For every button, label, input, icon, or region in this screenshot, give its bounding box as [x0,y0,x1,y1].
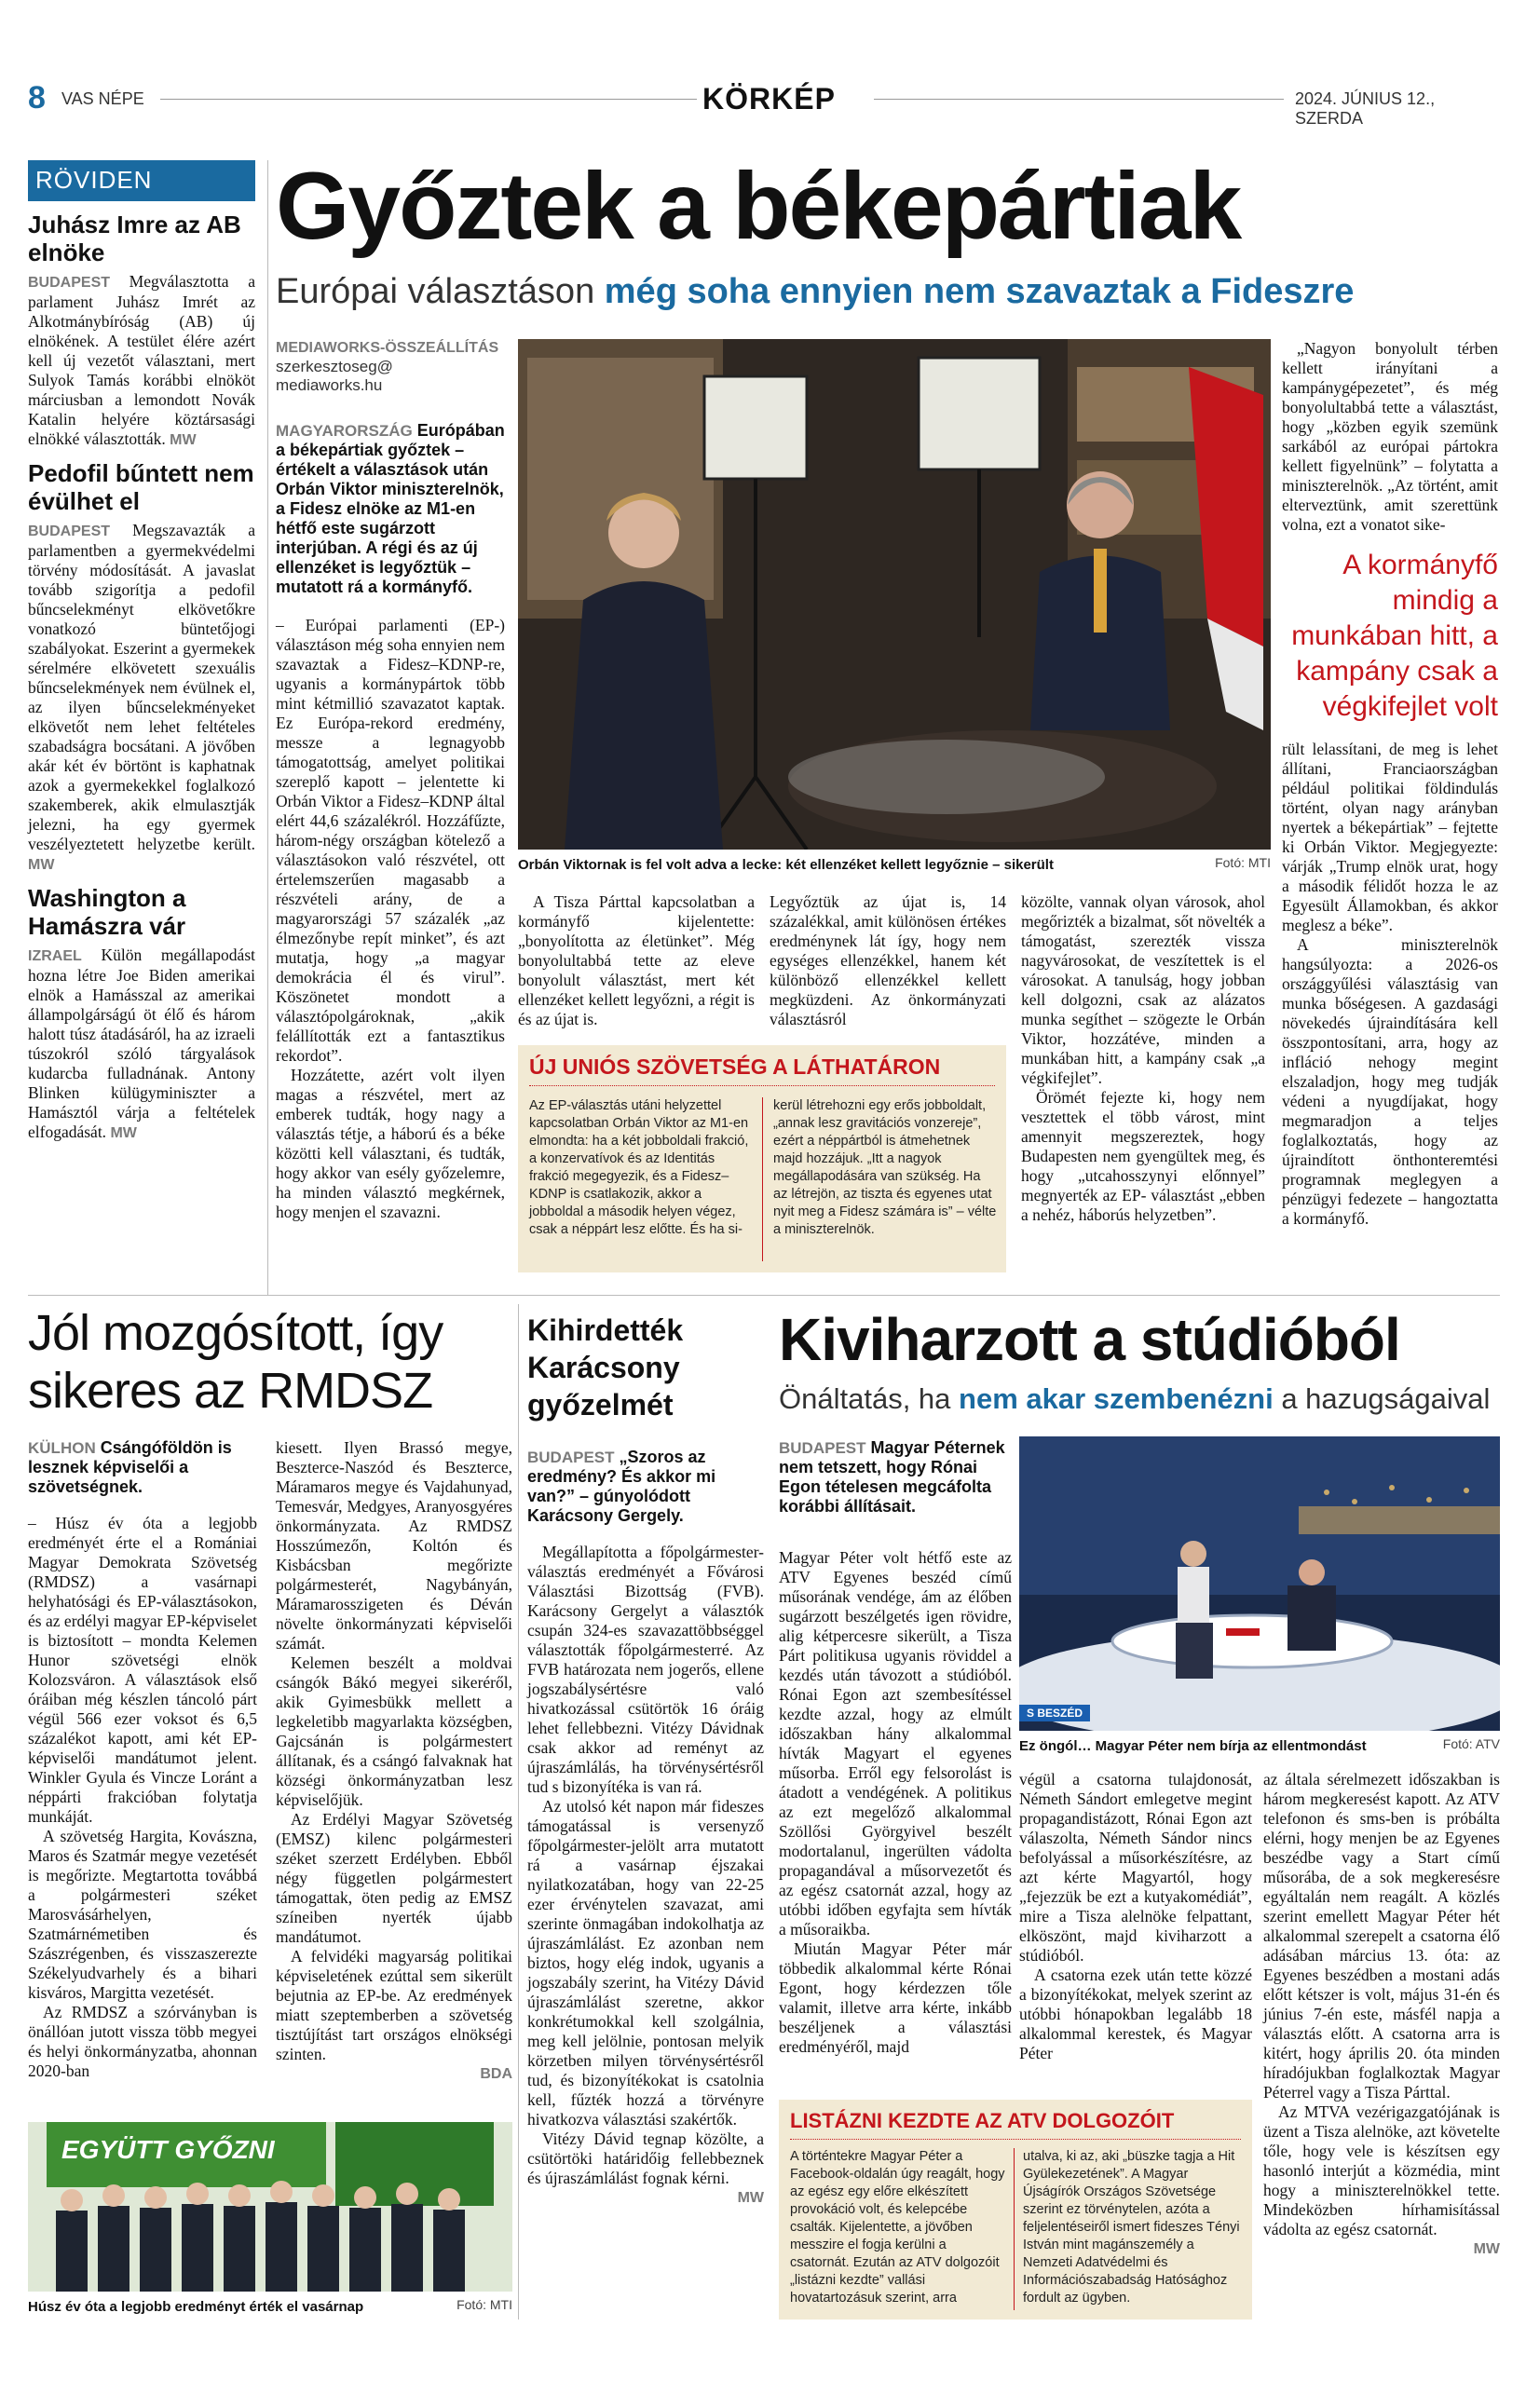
brief-item [28,884,255,1143]
main-subheadline: Európai választáson még soha ennyien nem szavaztak a Fideszre [276,272,1355,311]
paragraph: Az RMDSZ a szórványban is önállóan jutott vissza több megyei és helyi önkormányzatba, ahonnan 2020-ban [28,2003,257,2080]
studio-lead: BUDAPEST Magyar Péternek nem tetszett, hogy Rónai Egon tételesen megcáfolta korábbi állításait. [779,1438,1005,1516]
signature: MW [28,857,55,873]
brief-text: Külön megállapodást hozna létre Joe Biden amerikai elnök a Hamásszal az amerikai állampolgárságú öt élő és három halott túsz átadásáról, ha az izraeli túszokról szóló tárgyalások kudarcba fulladnának. Antony Blinken külügyminiszter a Hamásztól várja a feltételek elfogadását. [28,946,255,1141]
atv-box: LISTÁZNI KEZDTE AZ ATV DOLGOZÓIT A történtekre Magyar Péter a Facebook-oldalán úgy reagált, hogy az egész egy előre elkészített provokáció volt, és kelepcébe csalták. Kijelentette, a jövőben messzire el fogja kerülni a csatornát. Ezután az ATV dolgozóit „listázni kezdte” vallási hovatartozásuk szerint, arra utalva, ki az, aki „büszke tagja a Hit Gyülekezetének”. A Magyar Újságírók Országos Szövetsége szerint ez törvénytelen, azóta a feljelentéseiről ismert fideszes Tényi István mint magánszemély a Nemzeti Adatvédelmi és Információszabadság Hatósághoz fordult az ügyben. [779,2100,1252,2320]
rmdsz-banner-text: EGYÜTT GYŐZNI [61,2135,275,2164]
brief-title: Washington a Hamászra vár [28,884,186,940]
interview-scene [518,339,1271,850]
main-photo-caption: Orbán Viktornak is fel volt adva a lecke: két ellenzéket kellett legyőznie – sikerült Fotó: MTI [518,855,1271,873]
main-body-col1 [276,616,505,1222]
rmdsz-headline: Jól mozgósított, így sikeres az RMDSZ [28,1305,443,1419]
signature: MW [737,2190,764,2206]
alliance-box-title: ÚJ UNIÓS SZÖVETSÉG A LÁTHATÁRON [529,1054,995,1086]
atv-box-title: LISTÁZNI KEZDTE AZ ATV DOLGOZÓIT [790,2109,1241,2140]
paper-name: VAS NÉPE [61,89,144,108]
signature: MW [170,432,197,448]
rmdsz-photo [28,2122,512,2292]
brief-title: Juhász Imre az AB elnöke [28,211,241,266]
main-photo [518,339,1271,850]
alliance-box-col2: kerül létrehozni egy erős jobboldalt, „annak lesz gravitációs vonzereje”, ezért a néppártból is átmehetnek majd hozzájuk. „Itt a nagyok megállapodására van szükség. Ha az létrejön, az tiszta és egyenes utat nyit meg a Fidesz számára is” – vélte a miniszterelnök. [773,1098,997,1237]
studio-headline: Kiviharzott a stúdióból [779,1306,1400,1373]
paragraph: – Európai parlamenti (EP-) választáson még soha ennyien nem szavaztak a Fidesz–KDNP-re, ugyanis a kormánypártok több mint kétmillió szavazatot kaptak. Ez Európa-rekord eredmény, messze a legnagyobb támogatottság, amelyet politikai szereplő kapott – jelentette ki Orbán Viktor a Fidesz–KDNP által elért 44,6 százalékról. Hozzáfűzte, három-négy országban kötelező a választásokon való részvétel, ott értelemszerűen magasabb a részvételi arány, de a magyarországi 57 százalék „az élmezőnybe repít minket”, és azt mutatja, hogy „a magyar demokrácia él és virul”. Köszönetet mondott a választópolgároknak, „akik felállították ezt a fantasztikus rekordot”. [276,616,505,1065]
brief-text: Megválasztotta a parlament Juhász Imrét az Alkotmánybíróság (AB) új elnökének. A testület élére azért kell új vezetőt választani, mert Sulyok Tamás korábbi elnököt márciusban a lemondott Novák Katalin helyére köztársasági elnökké választották. [28,272,255,448]
briefs-list [28,211,255,1143]
studio-photo-caption: Ez öngól… Magyar Péter nem bírja az ellentmondást Fotó: ATV [1019,1736,1500,1754]
studio-col1: Magyar Péter volt hétfő este az ATV Egyenes beszéd című műsorának vendége, ám az élőben sugárzott beszélgetés igen rövidre, alig kétpercesre sikerült, a Tisza Párt politikusa ugyanis röviddel a kezdés után távozott a stúdióból. Rónai Egon azt szembesítéssel kezdte azzal, hogy az elmúlt időszakban hány alkalommal hívták Magyart el egyenes műsorba. Erről egy felsorolást is átadott a vendégének. A politikus az ezt megelőző alkalommal Szöllősi Györgyivel beszélt modortalanul, ingerülten vádolta propagandával a műsorvezetőt és az egész csatornát azzal, hogy az utóbbi időben egyfajta sem hívták a műsoraikba. Miután Magyar Péter már többedik alkalommal kérte Rónai Egont, hogy kérdezzen tőle valamit, illetve arra kérte, inkább beszéljenek a választási eredményéről, majd [779,1548,1012,2056]
karacsony-article: Kihirdették Karácsony győzelmét BUDAPEST „Szoros az eredmény? És akkor mi van?” – gúnyolódott Karácsony Gergely. Megállapította a főpolgármester-választás eredményét a Fővárosi Választási Bizottság (FVB). Karácsony Gergelyt a választók csupán 324-es szavazattöbbséggel választották főpolgármesterré. Az FVB határozata nem jogerős, ellene jogszabálysértésre való hivatkozással csütörtök 16 óráig lehet fellebbezni. Vitézy Dávidnak csak akkor ad reményt az újraszámlálás, ha törvénysértésről tud s bizonyítéka is van rá. Az utolsó két napon már fideszes támogatással is versenyző főpolgármester-jelölt arra mutatott rá a vasárnap éjszakai nyilatkozatában, hogy van 22-25 ezer érvénytelen szavazat, ami szerinte önmagában indokolhatja az újraszámlálást. Ez azonban nem biztos, hogy elég indok, ugyanis a jogszabály szerint, ha Vitézy Dávid újraszámlálást szeretne, akkor konkrétumokkal kell szolgálnia, meg kell jelölnie, pontosan melyik körzetben milyen törvénysértésről tud, és bizonyítékokat is csatolnia kell, fűzték hozzá a törvényre hivatkozva választási szakértők. Vitézy Dávid tegnap közölte, a csütörtöki határidőig fellebbeznek és újraszámlálást fognak kérni. MW [527,1313,764,2206]
main-body-colC: közölte, vannak olyan városok, ahol megőrizték a bizalmat, sőt növelték a támogatást, szerezték vissza nagyvárosokat, de veszítettek is el városokat. A tanulság, hogy jobban kell dolgozni, csak az alázatos munka segíthet – szögezte le Orbán Viktor, hozzátéve, minden a munkában hitt, a kampány csak „a végkifejlet”. Örömét fejezte ki, hogy nem vesztettek el több várost, mint amennyit megszereztek, hogy Budapesten nem gyengültek meg, és hogy „utcahosszynyi előnnyel” megnyerték az EP- választást „ebben a nehéz, háborús helyzetben”. [1021,892,1265,1224]
rmdsz-lead-col: KÜLHON Csángóföldön is lesznek képviselői a szövetségnek. – Húsz év óta a legjobb eredményét érte el a Romániai Magyar Demokrata Szövetség (RMDSZ) a vasárnapi helyhatósági és EP-választásokon, és az erdélyi magyar EP-képviselet is biztosított – mondta Kelemen Hunor szövetségi elnök Kolozsváron. A választások első óráiban még készlen táncoló párt végül 566 ezer voksot és 6,5 százalékot kapott, ami két EP-képviselői mandátumot jelent. Winkler Gyula és Vincze Loránt a néppárti frakcióban folytatja munkáját. A szövetség Hargita, Kovászna, Maros és Szatmár megye vezetését is megőrizte. Megtartotta továbbá a polgármesteri széket Marosvásárhelyen, Szatmárnémetiben és Szászrégenben, és visszaszerezte Székelyudvarhely és a bihari kisváros, Margitta vezetését. Az RMDSZ a szórványban is önállóan jutott vissza több megyei és helyi önkormányzatba, ahonnan 2020-ban [28,1438,257,2080]
brief-kicker: IZRAEL [28,948,82,964]
paragraph: Hozzátette, azért volt ilyen magas a részvétel, mert az emberek tudták, hogy nagy a választás tétje, a háború és a béke közötti kell választani, és tudták, hogy akkor van esély győzelemre, ha minden választó megkérnek, hogy menjen el szavazni. [276,1066,505,1221]
main-body-colB: Legyőztük az újat is, 14 százalékkal, amit különösen értékes eredménynek lát így, hogy nem egységes ellenzékkel, hanem két különböző ellenzékkel kellett megküzdeni. Az önkormányzati választásról [770,892,1006,1028]
paragraph: Az utolsó két napon már fideszes támogatással is versenyző főpolgármester-jelölt arra mutatott rá a vasárnap éjszakai nyilatkozatában, hogy van 22-25 ezer érvénytelen szavazat, ami szerinte önmagában indokolhatja az újraszámlálást. Ez azonban nem biztos, hogy elég indok, ugyanis a jogszabály szerint, ha Vitézy Dávid újraszámlálást szeretne, akkor konkrétumokkal kell szolgálnia, meg kell jelölnie, pontosan melyik körzetben milyen törvénysértésről tud, és bizonyítékokat is csatolnia kell, fűzték hozzá a törvényre hivatkozva választási szakértők. [527,1797,764,2129]
studio-col3: az általa sérelmezett időszakban is három megkeresést kapott. Az ATV telefonon és sms-ben is próbálta elérni, hogy menjen be az Egyenes beszédbe vagy a Start című műsorába, de a sok megkeresésre egyáltalán nem reagált. A közlés szerint emellett Magyar Péter hét alkalommal szerepelt a csatorna élő adásában március 13. óta: az Egyenes beszédben a mostani adás előtt kétszer is volt, május 31-én és június 7-én este, másfél napja a választás előtt. A csatorna arra is kitért, hogy április 20. óta minden híradójukban foglalkoztak Magyar Péterrel vagy a Tisza Párttal. Az MTVA vezérigazgatójának is üzent a Tisza alelnöke, azt követelte tőle, hogy vele is készítsen egy hasonló interjút a közmédia, mint hogy a miniszterelnökkel tette. Mindeközben hírhamisítással vádolta az egész csatornát. MW [1263,1770,1500,2257]
page-number: 8 [28,80,46,116]
brief-text: Megszavazták a parlamentben a gyermekvédelmi törvény módosítását. A javaslat tovább szigorítja a pedofil bűncselekményt elkövetőkre vonatkozó büntetőjogi szabályokat. Eszerint a gyermekek sérelmére elkövetett szexuális bűncselekmények nem évülnek el, az ilyen bűncselekményeket elkövetőt nem lehet feltételes szabadságra bocsátani. A jövőben akár két év börtönt is kaphatnak azok a gyermekekkel foglalkozó szakemberek, akik elmulasztják jelezni, ha egy gyermek veszélyeztetett helyzetbe került. [28,521,255,853]
byline-name: MEDIAWORKS-ÖSSZEÁLLÍTÁS [276,340,499,356]
brief-title: Pedofil bűntett nem évülhet el [28,459,254,515]
section-name: KÖRKÉP [702,82,836,116]
paragraph: Az Erdélyi Magyar Szövetség (EMSZ) kilenc polgármesteri széket szerzett Erdélyben. Ebből négy független polgármestert támogattak, öten pedig az EMSZ színeiben nyerték újabb mandátumot. [276,1810,512,1946]
karacsony-headline: Kihirdették Karácsony győzelmét [527,1313,684,1422]
paragraph: rült lelassítani, de meg is lehet állítani, Franciaországban például politikai földindulás történt, olyan nagy arányban nyertek a békepártiak” – fejtette ki Orbán Viktor. Megjegyezte: várják „Trump elnök urat, hogy a második félidőt hozza le az Egyesült Államokban, és akkor meglesz a béke”. [1282,740,1498,934]
tv-studio-scene [1019,1436,1500,1731]
main-lead-column: MEDIAWORKS-ÖSSZEÁLLÍTÁS szerkesztoseg@ mediaworks.hu MAGYARORSZÁG Európában a békepártiak győztek – értékelt a választások után Orbán Viktor miniszterelnök, a Fidesz elnöke az M1-en hétfő este sugárzott interjúban. A régi és az új ellenzéket is legyőztük – mutatott rá a kormányfő. – Európai parlamenti (EP-) választáson még soha ennyien nem szavaztak a Fidesz–KDNP-re, ugyanis a kormánypártok több mint kétmillió szavazatot kaptak. Ez Európa-rekord eredmény, messze a legnagyobb támogatottság, amelyet politikai szereplő kapott – jelentette ki Orbán Viktor a Fidesz–KDNP által elért 44,6 százalékról. Hozzáfűzte, három-négy országban kötelező a választásokon való részvétel, ott értelemszerűen magasabb a részvételi arány, de a magyarországi 57 százalék „az élmezőnybe repít minket”, és azt mutatja, hogy „a magyar demokrácia él és virul”. Köszönetet mondott a választópolgároknak, „akik felállították ezt a fantasztikus rekordot”. Hozzátette, azért volt ilyen magas a részvétel, mert az emberek tudták, hogy nagy a választás tétje, a háború és a béke közötti kell választani, és tudták, hogy akkor van esély győzelemre, ha minden választó megkérnek, hogy menjen el szavazni. [276,340,505,1221]
tv-lower-third: S BESZÉD [1019,1705,1090,1721]
page-header [28,80,1500,128]
pull-quote: A kormányfő mindig a munkában hitt, a kampány csak a végkifejlet volt [1291,550,1498,722]
brief-kicker: BUDAPEST [28,275,111,291]
main-lead: MAGYARORSZÁG Európában a békepártiak győztek – értékelt a választások után Orbán Viktor miniszterelnök, a Fidesz elnöke az M1-en hétfő este sugárzott interjúban. A régi és az új ellenzéket is legyőztük – mutatott rá a kormányfő. [276,421,505,596]
briefs-label: RÖVIDEN [28,160,255,201]
paragraph: Kelemen beszélt a moldvai csángók Bákó megyei sikeréről, akik Gyimesbükk mellett a legkeletibb magyarlakta községben, Gajcsánán is polgármestert állítanak, és a csángó falvaknak hat községi önkormányzatban lesz képviselőjük. [276,1653,512,1809]
alliance-box [518,1045,1006,1272]
studio-subheadline: Önáltatás, ha nem akar szembenézni a hazugságaival [779,1382,1491,1415]
rmdsz-photo-caption: Húsz év óta a legjobb eredményt érték el vasárnap Fotó: MTI [28,2297,512,2315]
paragraph: – Húsz év óta a legjobb eredményét érte el a Romániai Magyar Demokrata Szövetség (RMDSZ) a vasárnapi helyhatósági és EP-választásokon, és az erdélyi magyar EP-képviselet is biztosított – mondta Kelemen Hunor szövetségi elnök Kolozsváron. A választások első óráiban még készlen táncoló párt végül 566 ezer voksot és 6,5 százalékot kapott, ami két EP-képviselői mandátumot jelent. Winkler Gyula és Vincze Loránt a néppárti frakcióban folytatja munkáját. [28,1514,257,1826]
photo-credit: Fotó: MTI [1215,855,1271,870]
paragraph: A miniszterelnök hangsúlyozta: a 2026-os országgyűlési választásig van munka bőségesen. A gazdasági növekedés újraindítására kell összpontosítani, arra, hogy az infláció nehogy megint elszaladjon, hogy meg tudják védeni a nyugdíjakat, hogy megmaradjon a teljes foglalkoztatás, hogy az újraindított önthonteremtési programnak meglegyen a pénzügyi fedezete – hangoztatta a kormányfő. [1282,935,1498,1228]
paragraph: kiesett. Ilyen Brassó megye, Beszterce-Naszód és Beszterce, Máramaros megye és Vajdahunyad, Temesvár, Medgyes, Aranyosgyéres önkormányzata. Az RMDSZ Hosszúmezőn, Koltón és Kisbácsban megőrizte polgármesterét, Nagybányán, Máramarosszigeten és Déván növelte önkormányzati képviselői számát. [276,1438,512,1653]
briefs-column [28,160,255,1143]
brief-item [28,459,255,875]
main-right-column: „Nagyon bonyolult térben kellett irányítani a kampánygépezetet”, és még bonyolultabbá tette a választást, hogy „közben egyik szemünk sarkából az európai pártokra kellett figyelnünk” – folytatta a miniszterelnök. „Az történt, amit elterveztünk, amit szerettünk volna, ezt a vonatot sike- A kormányfő mindig a munkában hitt, a kampány csak a végkifejlet volt rült lelassítani, de meg is lehet állítani, Franciaországban például politikai földindulás történt, olyan nagy arányban nyertek a békepártiak” – fejtette ki Orbán Viktor. Megjegyezte: várják „Trump elnök urat, hogy a második félidőt hozza le az Egyesült Államokban, és akkor meglesz a béke”. A miniszterelnök hangsúlyozta: a 2026-os országgyűlési választásig van munka bőségesen. A gazdasági növekedés újraindítására kell összpontosítani, arra, hogy az infláció nehogy megint elszaladjon, hogy meg tudják védeni a nyugdíjakat, hogy megmaradjon a teljes foglalkoztatás, hogy az újraindított önthonteremtési programnak meglegyen a pénzügyi fedezete – hangoztatta a kormányfő. [1282,339,1498,1228]
byline-email[interactable]: szerkesztoseg@ [276,358,393,375]
rmdsz-col2 [276,1438,512,2084]
signature: MW [110,1125,137,1141]
main-body-colA: A Tisza Párttal kapcsolatban a kormányfő kijelentette: „bonyolította az életünket”. Még bonyolultabbá tette az eleve bonyolult választást, mert két ellenzéket kellett legyőzni, a régit is és az újat is. [518,892,755,1028]
paragraph: Vitézy Dávid tegnap közölte, a csütörtöki határidőig fellebbeznek és újraszámlálást fognak kérni. [527,2129,764,2187]
paragraph: A felvidéki magyarság politikai képviseletének ezúttal sem sikerült bejutnia az EP-be. Az eredmények miatt szeptemberben a szövetség tisztújítást tart országos elnökségi szinten. [276,1947,512,2063]
studio-photo [1019,1436,1500,1731]
paragraph: A szövetség Hargita, Kovászna, Maros és Szatmár megye vezetését is megőrizte. Megtartotta továbbá a polgármesteri széket Marosvásárhelyen, Szatmárnémetiben és Szászrégenben, és visszaszerezte Székelyudvarhely és a bihari kisváros, Margitta vezetését. [28,1827,257,2002]
paragraph: Megállapította a főpolgármester-választás eredményét a Fővárosi Választási Bizottság (FVB). Karácsony Gergelyt a választók csupán 324-es szavazattöbbséggel választották főpolgármesterré. Az FVB határozata nem jogerős, ellene jogszabálysértésre való hivatkozással csütörtök 16 óráig lehet fellebbezni. Vitézy Dávidnak csak akkor ad reményt az újraszámlálás, ha törvénysértésről tud s bizonyítéka is van rá. [527,1543,764,1796]
studio-col2: végül a csatorna tulajdonosát, Németh Sándort emlegetve megint propagandistázott, Rónai Egon azt válaszolta, Németh Sándor nincs befolyással a műsorkészítésre, az azt kérte Magyartól, hogy „fejezzük be ezt a kutyakomédiát”, mire a Tisza alelnöke felpattant, elköszönt, majd kiviharzott a stúdióból. A csatorna ezek után tette közzé a bizonyítékokat, melyek szerint az utóbbi hónapokban legalább 18 alkalommal kerestek, és Magyar Péter [1019,1770,1252,2062]
issue-date: 2024. JÚNIUS 12., SZERDA [1295,89,1436,128]
brief-item [28,211,255,450]
subheadline-highlight: még soha ennyien nem szavaztak a Fideszre [604,272,1355,311]
alliance-box-col1: Az EP-választás utáni helyzettel kapcsolatban Orbán Viktor az M1-en elmondta: ha a két jobboldali frakció, a konzervatívok és az Identitás frakció megegyezik, és a Fidesz–KDNP is csatlakozik, akkor a jobboldal a második helyen végez, csak a néppárt lesz előtte. És ha si- [529,1098,749,1237]
brief-kicker: BUDAPEST [28,524,111,539]
signature: BDA [480,2066,512,2082]
main-headline: Győztek a békepártiak [276,153,1241,259]
